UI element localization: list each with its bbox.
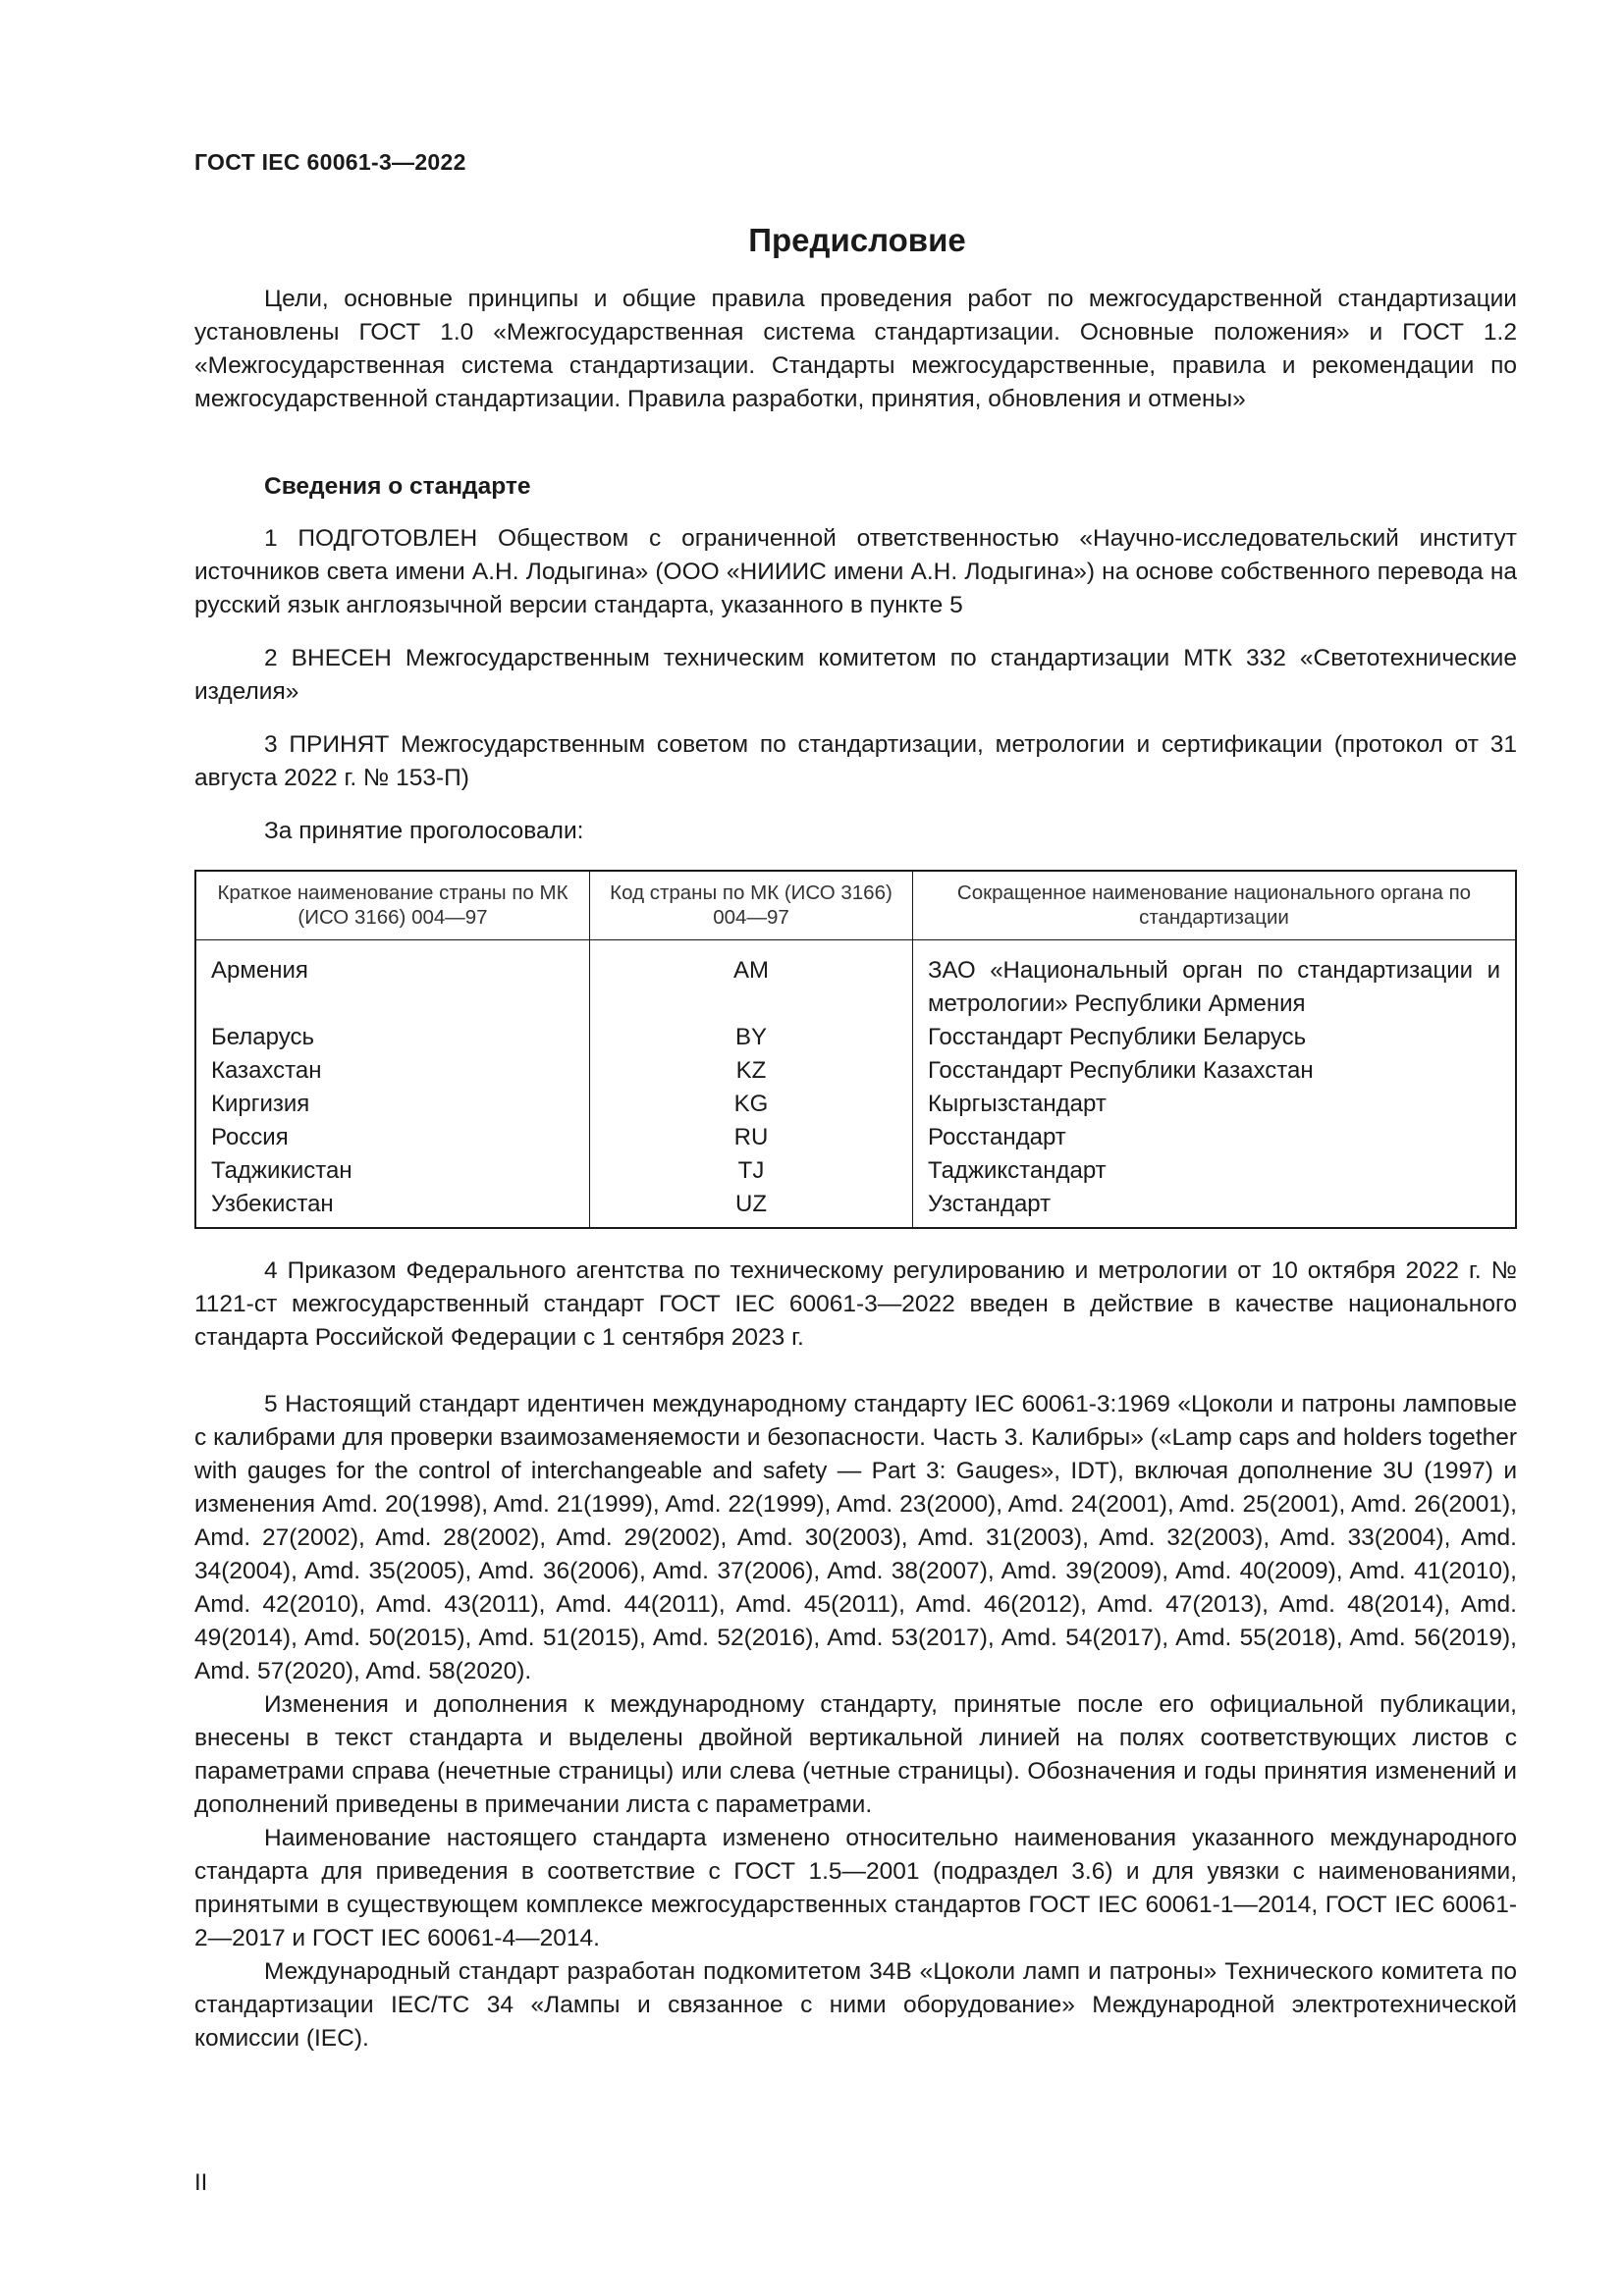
country-cell: Россия <box>195 1121 590 1154</box>
country-cell: Узбекистан <box>195 1188 590 1228</box>
body-cell: Таджикстандарт <box>913 1154 1517 1188</box>
country-cell: Казахстан <box>195 1054 590 1088</box>
table-row <box>195 1021 1516 1054</box>
country-cell: Киргизия <box>195 1088 590 1121</box>
item-5-block <box>194 1388 1517 2056</box>
body-cell: Госстандарт Республики Беларусь <box>913 1021 1517 1054</box>
item-5-paragraph: 5 Настоящий стандарт идентичен международному стандарту IEC 60061-3:1969 «Цоколи и патроны ламповые с калибрами для проверки взаимозаменяемости и безопасности. Часть 3. Калибры» («Lamp caps and holders together with gauges for the control of interchangeable and safety — Part 3: Gauges», IDT), включая дополнение 3U (1997) и изменения Amd. 20(1998), Amd. 21(1999), Amd. 22(1999), Amd. 23(2000), Amd. 24(2001), Amd. 25(2001), Amd. 26(2001), Amd. 27(2002), Amd. 28(2002), Amd. 29(2002), Amd. 30(2003), Amd. 31(2003), Amd. 32(2003), Amd. 33(2004), Amd. 34(2004), Amd. 35(2005), Amd. 36(2006), Amd. 37(2006), Amd. 38(2007), Amd. 39(2009), Amd. 40(2009), Amd. 41(2010), Amd. 42(2010), Amd. 43(2011), Amd. 44(2011), Amd. 45(2011), Amd. 46(2012), Amd. 47(2013), Amd. 48(2014), Amd. 49(2014), Amd. 50(2015), Amd. 51(2015), Amd. 52(2016), Amd. 53(2017), Amd. 54(2017), Amd. 55(2018), Amd. 56(2019), Amd. 57(2020), Amd. 58(2020). <box>194 1391 1517 1684</box>
page-title: Предисловие <box>748 222 966 258</box>
body-cell: ЗАО «Национальный орган по стандартизации и метрологии» Республики Армения <box>913 940 1517 1022</box>
column-header-body: Сокращенное наименование национального органа по стандартизации <box>913 871 1517 940</box>
item-1-paragraph: 1 ПОДГОТОВЛЕН Обществом с ограниченной ответственностью «Научно-исследовательский институт источников света имени А.Н. Лодыгина» (ООО «НИИИС имени А.Н. Лодыгина») на основе собственного перевода на русский язык англоязычной версии стандарта, указанного в пункте 5 <box>194 525 1517 618</box>
table-row <box>195 940 1516 1022</box>
body-cell: Госстандарт Республики Казахстан <box>913 1054 1517 1088</box>
item-5-amendments-paragraph: Изменения и дополнения к международному стандарту, принятые после его официальной публикации, внесены в текст стандарта и выделены двойной вертикальной линией на полях соответствующих листов с параметрами справа (нечетные страницы) или слева (четные страницы). Обозначения и годы принятия изменений и дополнений приведены в примечании листа с параметрами. <box>194 1691 1517 1818</box>
standard-header: ГОСТ IEC 60061-3—2022 <box>194 149 466 175</box>
code-cell: UZ <box>590 1188 913 1228</box>
code-cell: KG <box>590 1088 913 1121</box>
code-cell: KZ <box>590 1054 913 1088</box>
table-row <box>195 1054 1516 1088</box>
body-cell: Узстандарт <box>913 1188 1517 1228</box>
body-cell: Росстандарт <box>913 1121 1517 1154</box>
vote-intro: За принятие проголосовали: <box>264 818 584 844</box>
intro-paragraph: Цели, основные принципы и общие правила проведения работ по межгосударственной стандартизации установлены ГОСТ 1.0 «Межгосударственная система стандартизации. Основные положения» и ГОСТ 1.2 «Межгосударственная система стандартизации. Стандарты межгосударственные, правила и рекомендации по межгосударственной стандартизации. Правила разработки, принятия, обновления и отмены» <box>194 286 1517 412</box>
item-4-paragraph: 4 Приказом Федерального агентства по техническому регулированию и метрологии от 10 октября 2022 г. № 1121-ст межгосударственный стандарт ГОСТ IEC 60061-3—2022 введен в действие в качестве национального стандарта Российской Федерации с 1 сентября 2023 г. <box>194 1257 1517 1351</box>
code-cell: RU <box>590 1121 913 1154</box>
item-2-paragraph: 2 ВНЕСЕН Межгосударственным техническим комитетом по стандартизации МТК 332 «Светотехнические изделия» <box>194 645 1517 705</box>
intro-block <box>194 283 1517 416</box>
item-3-block <box>194 728 1517 795</box>
item-3-paragraph: 3 ПРИНЯТ Межгосударственным советом по стандартизации, метрологии и сертификации (протокол от 31 августа 2022 г. № 153-П) <box>194 731 1517 791</box>
page-number: II <box>194 2169 208 2196</box>
column-header-code: Код страны по МК (ИСО 3166) 004—97 <box>590 871 913 940</box>
item-4-block <box>194 1255 1517 1355</box>
section-subheading: Сведения о стандарте <box>264 473 531 500</box>
item-5-origin-paragraph: Международный стандарт разработан подкомитетом 34B «Цоколи ламп и патроны» Технического комитета по стандартизации IEC/TC 34 «Лампы и связанное с ними оборудование» Международной электротехнической комиссии (IEC). <box>194 1958 1517 2052</box>
table-row <box>195 1121 1516 1154</box>
item-1-block <box>194 522 1517 622</box>
code-cell: BY <box>590 1021 913 1054</box>
country-cell: Таджикистан <box>195 1154 590 1188</box>
item-2-block <box>194 642 1517 709</box>
vote-intro-block <box>194 815 1517 848</box>
table-row <box>195 1154 1516 1188</box>
code-cell: AM <box>590 940 913 1022</box>
country-cell: Армения <box>195 940 590 1022</box>
body-cell: Кыргызстандарт <box>913 1088 1517 1121</box>
country-cell: Беларусь <box>195 1021 590 1054</box>
code-cell: TJ <box>590 1154 913 1188</box>
column-header-country: Краткое наименование страны по МК (ИСО 3166) 004—97 <box>195 871 590 940</box>
table-header-row <box>195 871 1516 940</box>
table-row <box>195 1088 1516 1121</box>
table-row <box>195 1188 1516 1228</box>
item-5-title-paragraph: Наименование настоящего стандарта изменено относительно наименования указанного международного стандарта для приведения в соответствие с ГОСТ 1.5—2001 (подраздел 3.6) и для увязки с наименованиями, принятыми в существующем комплексе межгосударственных стандартов ГОСТ IEC 60061-1—2014, ГОСТ IEC 60061- 2—2017 и ГОСТ IEC 60061-4—2014. <box>194 1825 1517 1951</box>
voting-table <box>194 870 1517 1229</box>
